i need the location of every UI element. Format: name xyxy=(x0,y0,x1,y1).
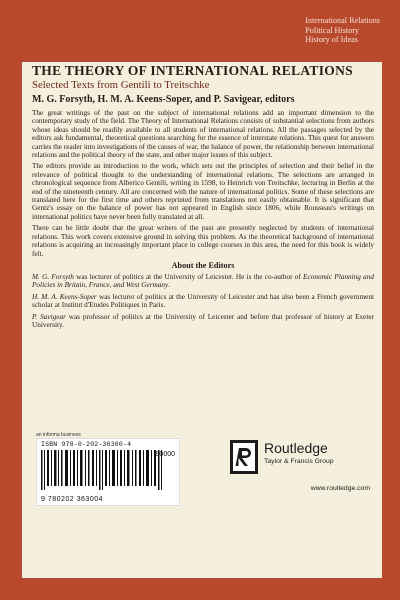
subject-3: History of Ideas xyxy=(305,35,358,45)
bio-end: . xyxy=(168,281,171,290)
subject-2: Political History xyxy=(305,25,360,35)
publisher-url: www.routledge.com xyxy=(310,485,370,492)
bio-text: was lecturer of politics at the University of Leicester and has also been a French government scholar at Institut d'Etudes Politiques in Paris. xyxy=(32,292,374,310)
publisher-group: Taylor & Francis Group xyxy=(264,458,334,465)
routledge-shield-icon xyxy=(230,440,258,474)
isbn-text: ISBN 978-0-202-36300-4 xyxy=(41,441,132,448)
bio-work: Economic Planning and Policies in Britain, France, and West Germany xyxy=(32,272,374,290)
informa-label: an informa business xyxy=(36,432,81,438)
about-editors-heading: About the Editors xyxy=(171,260,235,270)
book-title: THE THEORY OF INTERNATIONAL RELATIONS xyxy=(32,63,353,78)
bio-forsyth xyxy=(32,273,374,290)
publisher-logo xyxy=(220,436,370,476)
bio-savigear xyxy=(32,313,374,330)
publisher-name: Routledge xyxy=(264,440,328,456)
bio-name: P. Savigear xyxy=(32,312,66,321)
editors-line: M. G. Forsyth, H. M. A. Keens-Soper, and P. Savigear, editors xyxy=(32,94,295,105)
bio-text: was professor of politics at the University of Leicester and before that professor of history at Exeter University. xyxy=(32,312,374,329)
subject-1: International Relations xyxy=(305,16,380,25)
barcode-digits: 9 780202 363004 xyxy=(41,496,103,503)
price-code: 90000 xyxy=(155,451,175,458)
description-paragraph-2: The editors provide an introduction to the work, which sets out the principles of selection and their belief in the relevance of political thought to the understanding of international relations. The selections are arranged in chronological sequence from Alberico Gentili, writing in 1598, to Heinrich von Treitschke, lecturing in Berlin at the end of the nineteenth century. All are concerned with the nature of international politics. Some of these selections are translated here for the first time and others reprinted from translations not easily obtainable. It is significant that Gentz's essay on the balance of power has not appeared in English since 1806, while Rousseau's writings on international politics have never been fully translated at all. xyxy=(32,162,374,221)
back-cover-panel xyxy=(22,62,382,578)
bio-text: was lecturer of politics at the University of Leicester. He is the co-author of xyxy=(73,272,304,281)
subject-categories xyxy=(305,16,380,45)
barcode xyxy=(36,438,180,506)
description-paragraph-3: There can be little doubt that the great writers of the past are presently neglected by students of international relations. This work covers extensive ground in solving this problem. As the theoretical background of international relations is acquiring an increasingly important place in college courses in this area, the need for this book is widely felt. xyxy=(32,224,374,258)
description xyxy=(32,109,374,258)
bio-name: H. M. A. Keens-Soper xyxy=(32,292,97,301)
bio-keens-soper xyxy=(32,293,374,310)
book-subtitle: Selected Texts from Gentili to Treitschke xyxy=(32,79,210,91)
description-paragraph-1: The great writings of the past on the subject of international relations add an important dimension to the contemporary study of the field. The Theory of International Relations consists of substantial selections from authors whose ideas should be readily available to all students of international relations. All the passages selected by the editors ask fundamental, theoretical questions searching for the essence of interstate relations. This quest for answers carries the reader into investigations of the causes of war, the balance of power, the relationship between international relations and the political theory of the state, and other major issues of this subject. xyxy=(32,109,374,160)
bio-name: M. G. Forsyth xyxy=(32,272,74,281)
